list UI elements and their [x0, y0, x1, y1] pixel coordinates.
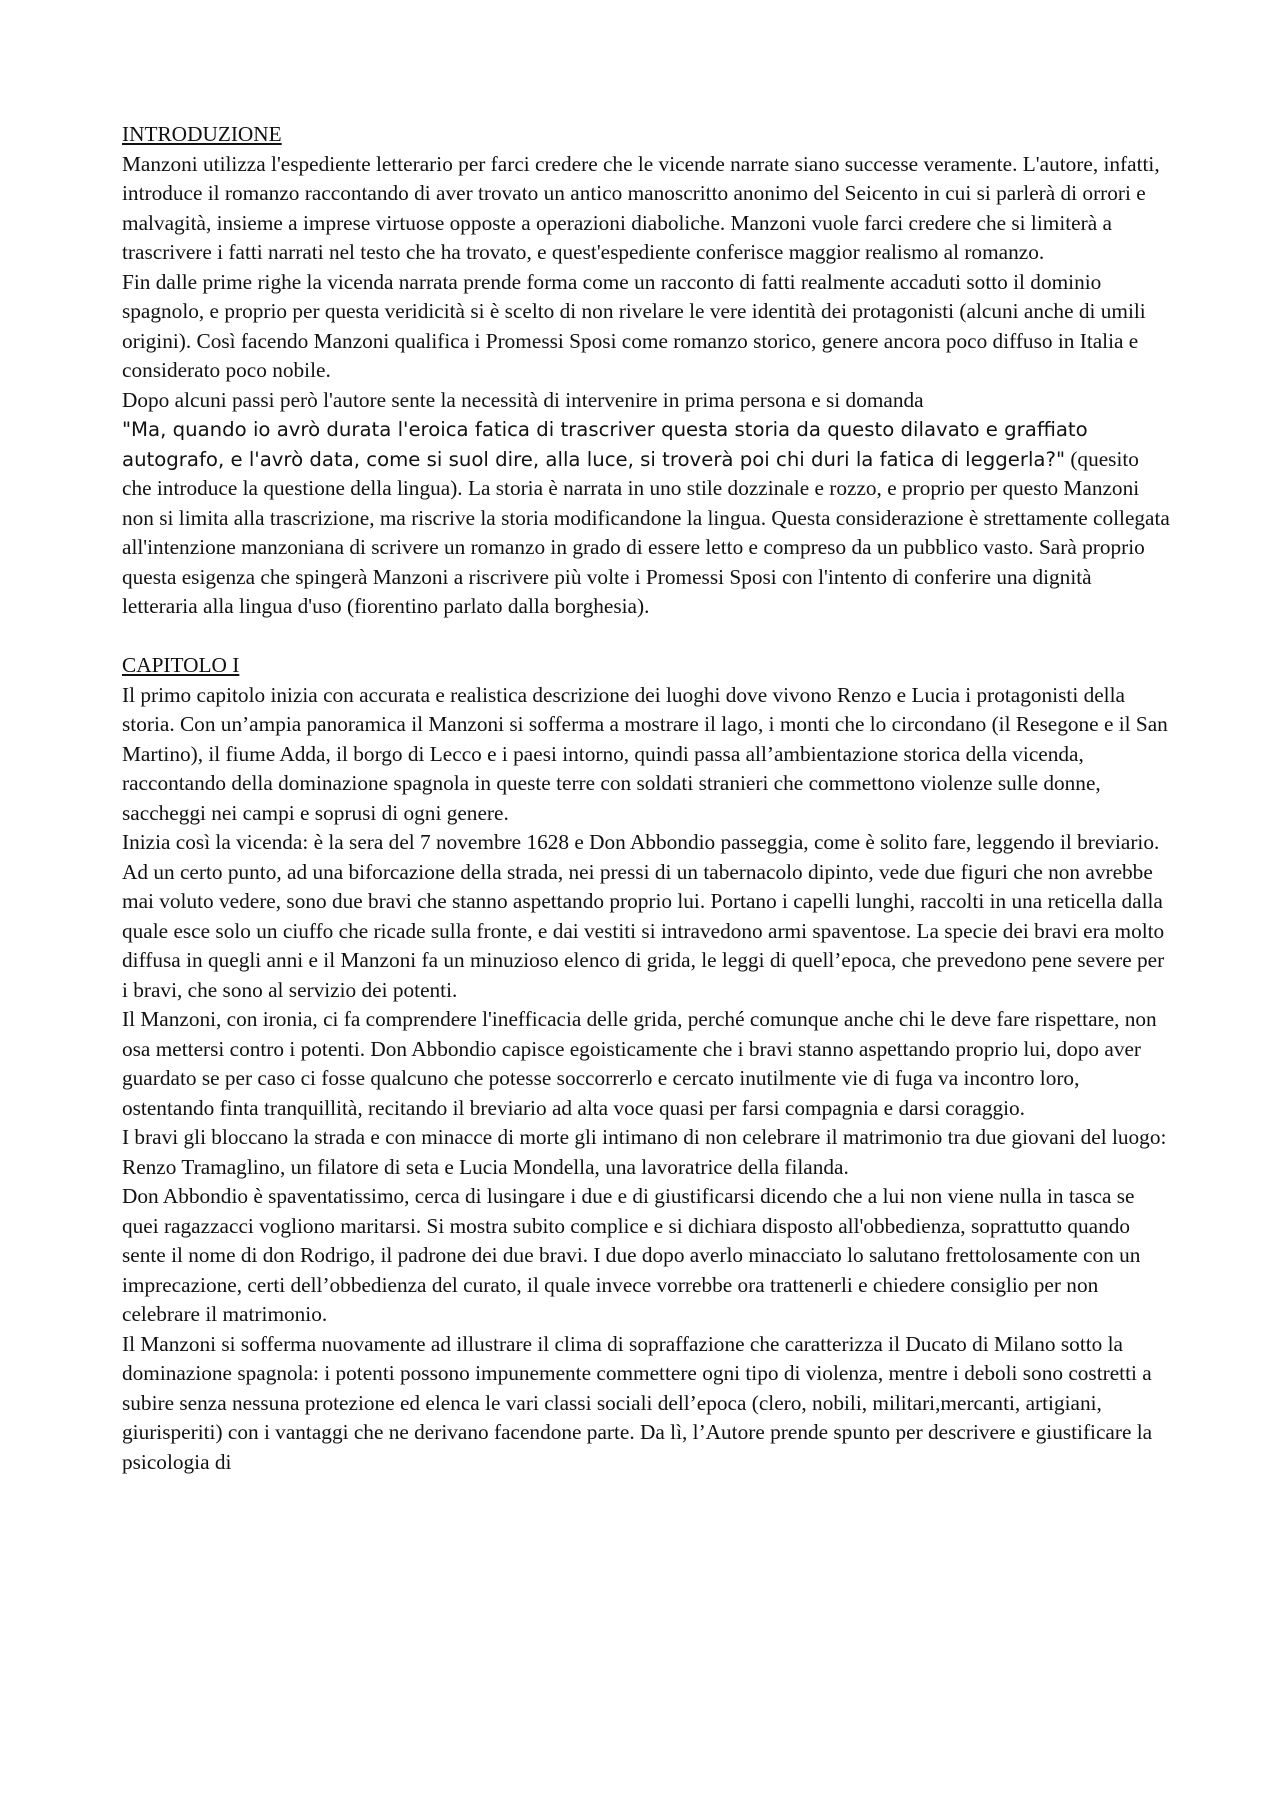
chapter-paragraph: Il Manzoni, con ironia, ci fa comprendere l'inefficacia delle grida, perché comunque anche chi le deve fare rispettare, non osa mettersi contro i potenti. Don Abbondio capisce egoisticamente che i bravi stanno aspettando proprio lui, dopo aver guardato se per caso ci fosse qualcuno che potesse soccorrerlo e cercato inutilmente vie di fuga va incontro loro, ostentando finta tranquillità, recitando il breviario ad alta voce quasi per farsi compagnia e darsi coraggio.: [122, 1007, 1157, 1120]
intro-paragraph-2: Fin dalle prime righe la vicenda narrata prende forma come un racconto di fatti realmente accaduti sotto il dominio spagnolo, e proprio per questa veridicità si è scelto di non rivelare le vere identità dei protagonisti (alcuni anche di umili origini). Così facendo Manzoni qualifica i Promessi Sposi come romanzo storico, genere ancora poco diffuso in Italia e considerato poco nobile.: [122, 269, 1146, 382]
intro-paragraph-3-lead: Dopo alcuni passi però l'autore sente la necessità di intervenire in prima persona e si domanda: [122, 387, 924, 412]
chapter-paragraph: I bravi gli bloccano la strada e con minacce di morte gli intimano di non celebrare il matrimonio tra due giovani del luogo: Renzo Tramaglino, un filatore di seta e Lucia Mondella, una lavoratrice della filanda.: [122, 1125, 1167, 1179]
intro-paragraph-3-rest: (quesito che introduce la questione della lingua). La storia è narrata in uno stile dozzinale e rozzo, e proprio per questo Manzoni non si limita alla trascrizione, ma riscrive la storia modificandone la lingua. Questa considerazione è strettamente collegata all'intenzione manzoniana di scrivere un romanzo in grado di essere letto e compreso da un pubblico vasto. Sarà proprio questa esigenza che spingerà Manzoni a riscrivere più volte i Promessi Sposi con l'intento di conferire una dignità letteraria alla lingua d'uso (fiorentino parlato dalla borghesia).: [122, 446, 1170, 618]
intro-paragraph-1: Manzoni utilizza l'espediente letterario per farci credere che le vicende narrate siano successe veramente. L'autore, infatti, introduce il romanzo raccontando di aver trovato un antico manoscritto anonimo del Seicento in cui si parlerà di orrori e malvagità, insieme a imprese virtuose opposte a operazioni diaboliche. Manzoni vuole farci credere che si limiterà a trascrivere i fatti narrati nel testo che ha trovato, e quest'espediente conferisce maggior realismo al romanzo.: [122, 151, 1160, 264]
section-heading-introduzione: INTRODUZIONE: [122, 122, 282, 146]
section-heading-capitolo-i: CAPITOLO I: [122, 653, 240, 677]
chapter-paragraph: Il primo capitolo inizia con accurata e realistica descrizione dei luoghi dove vivono Renzo e Lucia i protagonisti della storia. Con un’ampia panoramica il Manzoni si sofferma a mostrare il lago, i monti che lo circondano (il Resegone e il San Martino), il fiume Adda, il borgo di Lecco e i paesi intorno, quindi passa all’ambientazione storica della vicenda, raccontando della dominazione spagnola in queste terre con soldati stranieri che commettono violenze sulle donne, saccheggi nei campi e soprusi di ogni genere.: [122, 682, 1168, 825]
chapter-paragraph: Inizia così la vicenda: è la sera del 7 novembre 1628 e Don Abbondio passeggia, come è solito fare, leggendo il breviario. Ad un certo punto, ad una biforcazione della strada, nei pressi di un tabernacolo dipinto, vede due figuri che non avrebbe mai voluto vedere, sono due bravi che stanno aspettando proprio lui. Portano i capelli lunghi, raccolti in una reticella dalla quale esce solo un ciuffo che ricade sulla fronte, e dai vestiti si intravedono armi spaventose. La specie dei bravi era molto diffusa in quegli anni e il Manzoni fa un minuzioso elenco di grida, le leggi di quell’epoca, che prevedono pene severe per i bravi, che sono al servizio dei potenti.: [122, 830, 1165, 1002]
intro-paragraph-3: [122, 386, 1172, 622]
chapter-paragraph: Don Abbondio è spaventatissimo, cerca di lusingare i due e di giustificarsi dicendo che a lui non viene nulla in tasca se quei ragazzacci vogliono maritarsi. Si mostra subito complice e si dichiara disposto all'obbedienza, soprattutto quando sente il nome di don Rodrigo, il padrone dei due bravi. I due dopo averlo minacciato lo salutano frettolosamente con un imprecazione, certi dell’obbedienza del curato, il quale invece vorrebbe ora trattenerli e chiedere consiglio per non celebrare il matrimonio.: [122, 1184, 1141, 1326]
quoted-passage: "Ma, quando io avrò durata l'eroica fatica di trascriver questa storia da questo dilavato e graffiato autografo, e l'avrò data, come si suol dire, alla luce, si troverà poi chi duri la fatica di leggerla?": [122, 418, 1088, 471]
document-page: [122, 120, 1172, 1477]
chapter-paragraph: Il Manzoni si sofferma nuovamente ad illustrare il clima di sopraffazione che caratterizza il Ducato di Milano sotto la dominazione spagnola: i potenti possono impunemente commettere ogni tipo di violenza, mentre i deboli sono costretti a subire senza nessuna protezione ed elenca le vari classi sociali dell’epoca (clero, nobili, militari,mercanti, artigiani, giurisperiti) con i vantaggi che ne derivano facendone parte. Da lì, l’Autore prende spunto per descrivere e giustificare la psicologia di: [122, 1331, 1153, 1474]
section-spacer: [122, 622, 1172, 652]
